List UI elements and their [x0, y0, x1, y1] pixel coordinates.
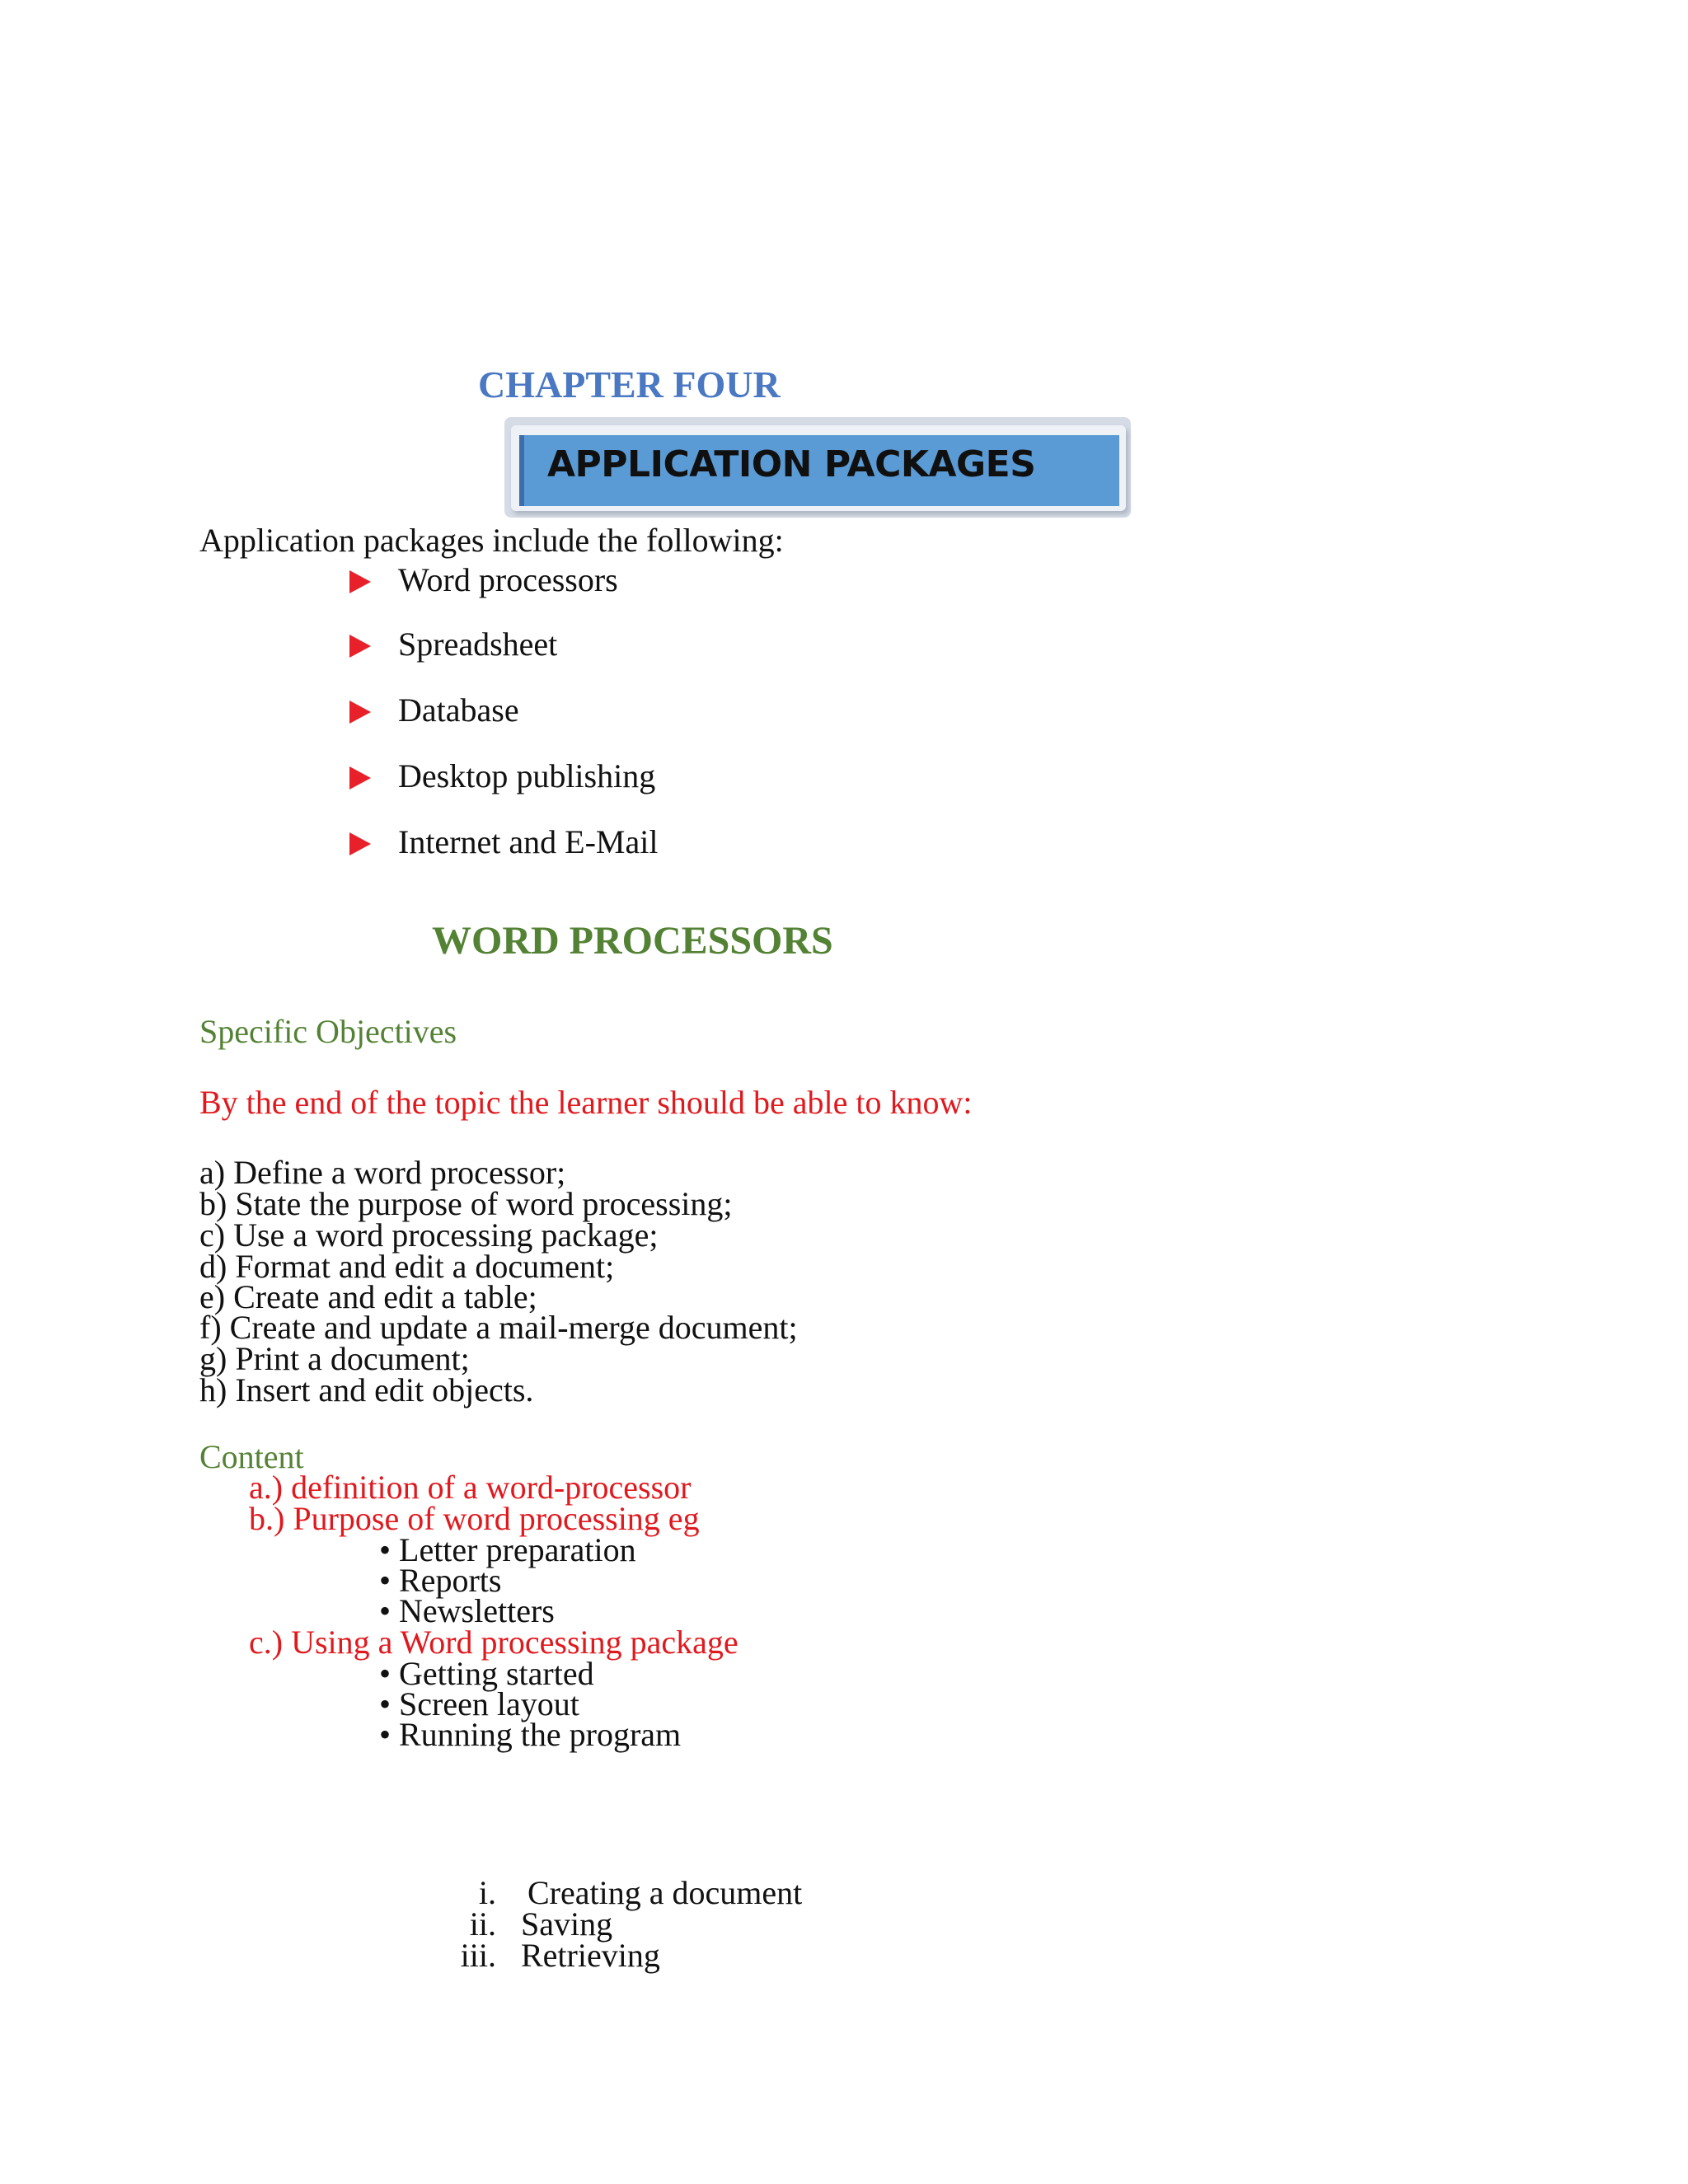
content-subitem: • Reports [379, 1562, 502, 1599]
chapter-label: CHAPTER FOUR [478, 363, 781, 405]
roman-numeral: iii. [460, 1937, 496, 1974]
content-subitem: • Getting started [379, 1655, 594, 1692]
objective-item: h) Insert and edit objects. [199, 1371, 534, 1408]
arrow-bullet-icon [349, 635, 371, 658]
content-item-c: c.) Using a Word processing package [249, 1624, 738, 1661]
objectives-intro: By the end of the topic the learner should be able to know: [199, 1084, 973, 1121]
package-item: Word processors [398, 561, 618, 598]
content-subitem: • Letter preparation [379, 1531, 636, 1568]
package-item: Desktop publishing [398, 757, 656, 794]
package-item: Database [398, 691, 519, 729]
objective-item: d) Format and edit a document; [199, 1248, 615, 1285]
chapter-title: APPLICATION PACKAGES [547, 443, 1036, 485]
content-item-a: a.) definition of a word-processor [249, 1469, 692, 1506]
roman-item: Saving [521, 1905, 613, 1943]
objective-item: a) Define a word processor; [199, 1154, 566, 1191]
arrow-bullet-icon [349, 570, 371, 593]
objective-item: b) State the purpose of word processing; [199, 1185, 733, 1222]
objective-item: g) Print a document; [199, 1340, 470, 1377]
roman-numeral: i. [478, 1874, 496, 1911]
intro-text: Application packages include the following: [199, 522, 784, 559]
roman-item: Creating a document [528, 1874, 803, 1911]
roman-item: Retrieving [521, 1937, 660, 1974]
arrow-bullet-icon [349, 832, 371, 855]
arrow-bullet-icon [349, 766, 371, 790]
objective-item: e) Create and edit a table; [199, 1278, 537, 1315]
content-label: Content [199, 1438, 304, 1475]
objective-item: f) Create and update a mail-merge document; [199, 1309, 798, 1346]
content-subitem: • Newsletters [379, 1592, 555, 1629]
objective-item: c) Use a word processing package; [199, 1216, 659, 1254]
objectives-label: Specific Objectives [199, 1013, 457, 1050]
package-item: Spreadsheet [398, 626, 558, 663]
section-heading: WORD PROCESSORS [432, 919, 833, 963]
arrow-bullet-icon [349, 701, 371, 724]
content-item-b: b.) Purpose of word processing eg [249, 1500, 700, 1537]
content-subitem: • Screen layout [379, 1685, 579, 1722]
roman-numeral: ii. [469, 1905, 496, 1943]
content-subitem: • Running the program [379, 1716, 682, 1753]
package-item: Internet and E-Mail [398, 823, 659, 860]
